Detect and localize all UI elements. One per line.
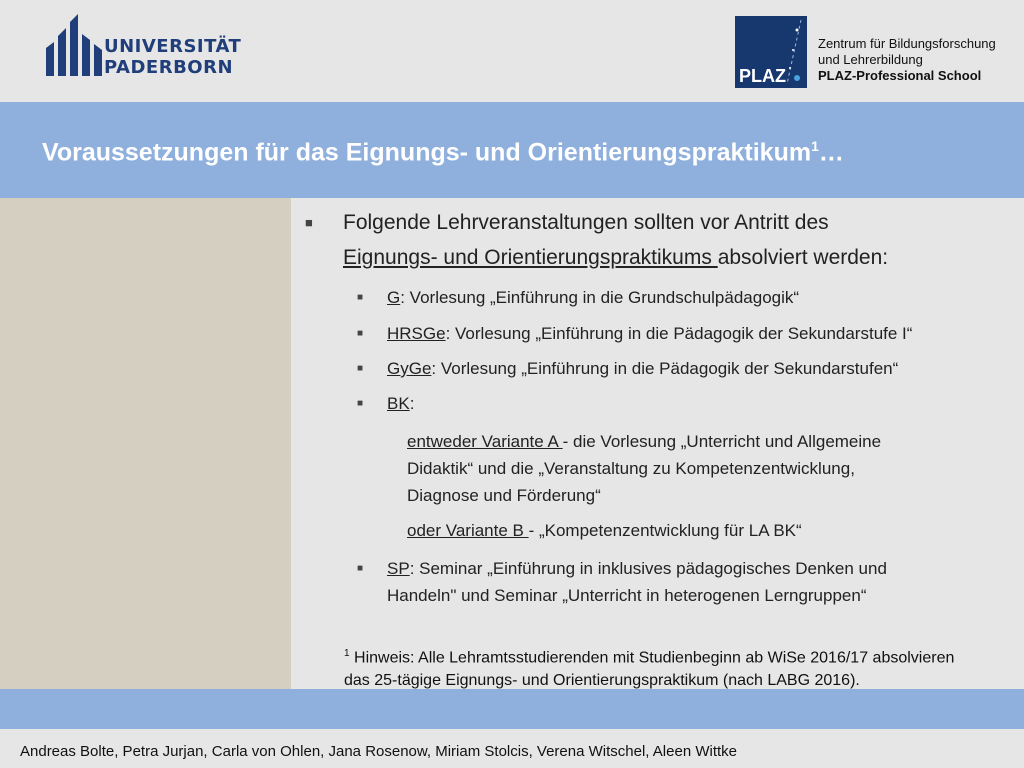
slide-title-ellipsis: …: [818, 138, 844, 167]
list-item-gyge: [357, 355, 899, 382]
footnote-line1: Hinweis: Alle Lehramtsstudierenden mit Studienbeginn ab WiSe 2016/17 absolvieren: [349, 649, 955, 667]
sp-text1: : Seminar „Einführung in inklusives pädagogisches Denken und: [409, 559, 887, 578]
variant-a: [407, 428, 987, 509]
plaz-line2: und Lehrerbildung: [818, 52, 923, 67]
plaz-logo: [735, 16, 807, 88]
plaz-line3: PLAZ-Professional School: [818, 68, 982, 83]
footnote-line2: das 25-tägige Eignungs- und Orientierungspraktikum (nach LABG 2016).: [344, 672, 860, 690]
sp-text2: Handeln" und Seminar „Unterricht in heterogenen Lerngruppen“: [387, 586, 867, 605]
footer-authors: Andreas Bolte, Petra Jurjan, Carla von Ohlen, Jana Rosenow, Miriam Stolcis, Verena Witschel, Aleen Wittke: [20, 743, 737, 760]
header: [0, 0, 1024, 102]
plaz-wordmark: PLAZ: [739, 66, 786, 86]
intro-line2: [343, 240, 1013, 275]
variant-b-link[interactable]: oder Variante B: [407, 521, 529, 540]
item-text: : Vorlesung „Einführung in die Grundschulpädagogik“: [400, 288, 800, 307]
variant-b: [407, 517, 987, 544]
square-bullet-icon: ■: [357, 292, 364, 303]
variant-b-text: - „Kompetenzentwicklung für LA BK“: [528, 521, 802, 540]
intro-line1: Folgende Lehrveranstaltungen sollten vor Antritt des: [343, 211, 829, 234]
variant-a-text3: Diagnose und Förderung“: [407, 486, 601, 505]
list-item-hrsge: [357, 320, 913, 347]
square-bullet-icon: ■: [357, 398, 364, 409]
intro-bullet: [305, 205, 1013, 275]
footnote-mark: 1: [344, 648, 350, 659]
footer: [0, 729, 1024, 768]
university-emblem-icon: [44, 14, 104, 80]
university-name: [104, 36, 241, 78]
item-key-link[interactable]: SP: [387, 559, 410, 578]
intro-link[interactable]: Eignungs- und Orientierungspraktikums: [343, 246, 718, 269]
item-text: :: [409, 394, 415, 413]
plaz-description: [818, 36, 996, 84]
variant-a-text1: - die Vorlesung „Unterricht und Allgemeine: [562, 432, 882, 451]
list-item-sp: [357, 555, 887, 609]
item-key-link[interactable]: G: [387, 288, 401, 307]
slide-title-text: Voraussetzungen für das Eignungs- und Orientierungspraktikum: [42, 138, 812, 167]
item-text: : Vorlesung „Einführung in die Pädagogik der Sekundarstufe I“: [445, 324, 913, 343]
variant-a-text2: Didaktik“ und die „Veranstaltung zu Kompetenzentwicklung,: [407, 459, 855, 478]
plaz-line1: Zentrum für Bildungsforschung: [818, 36, 996, 51]
square-bullet-icon: ■: [357, 328, 364, 339]
item-key-link[interactable]: BK: [387, 394, 410, 413]
square-bullet-icon: ■: [357, 563, 364, 574]
slide-title-footnote-mark: 1: [811, 138, 819, 154]
left-panel: [0, 198, 291, 689]
square-bullet-icon: ■: [305, 215, 313, 230]
item-key-link[interactable]: GyGe: [387, 359, 432, 378]
bottom-bar: [0, 689, 1024, 729]
variant-a-link[interactable]: entweder Variante A: [407, 432, 563, 451]
intro-rest: absolviert werden:: [717, 246, 889, 269]
footnote: [344, 642, 984, 692]
list-item-g: [357, 284, 800, 311]
square-bullet-icon: ■: [357, 363, 364, 374]
slide-title: [42, 138, 844, 167]
list-item-bk: [357, 390, 415, 417]
item-text: : Vorlesung „Einführung in die Pädagogik der Sekundarstufen“: [431, 359, 899, 378]
university-name-line1: UNIVERSITÄT: [104, 36, 242, 57]
item-key-link[interactable]: HRSGe: [387, 324, 446, 343]
university-name-line2: PADERBORN: [104, 57, 234, 78]
